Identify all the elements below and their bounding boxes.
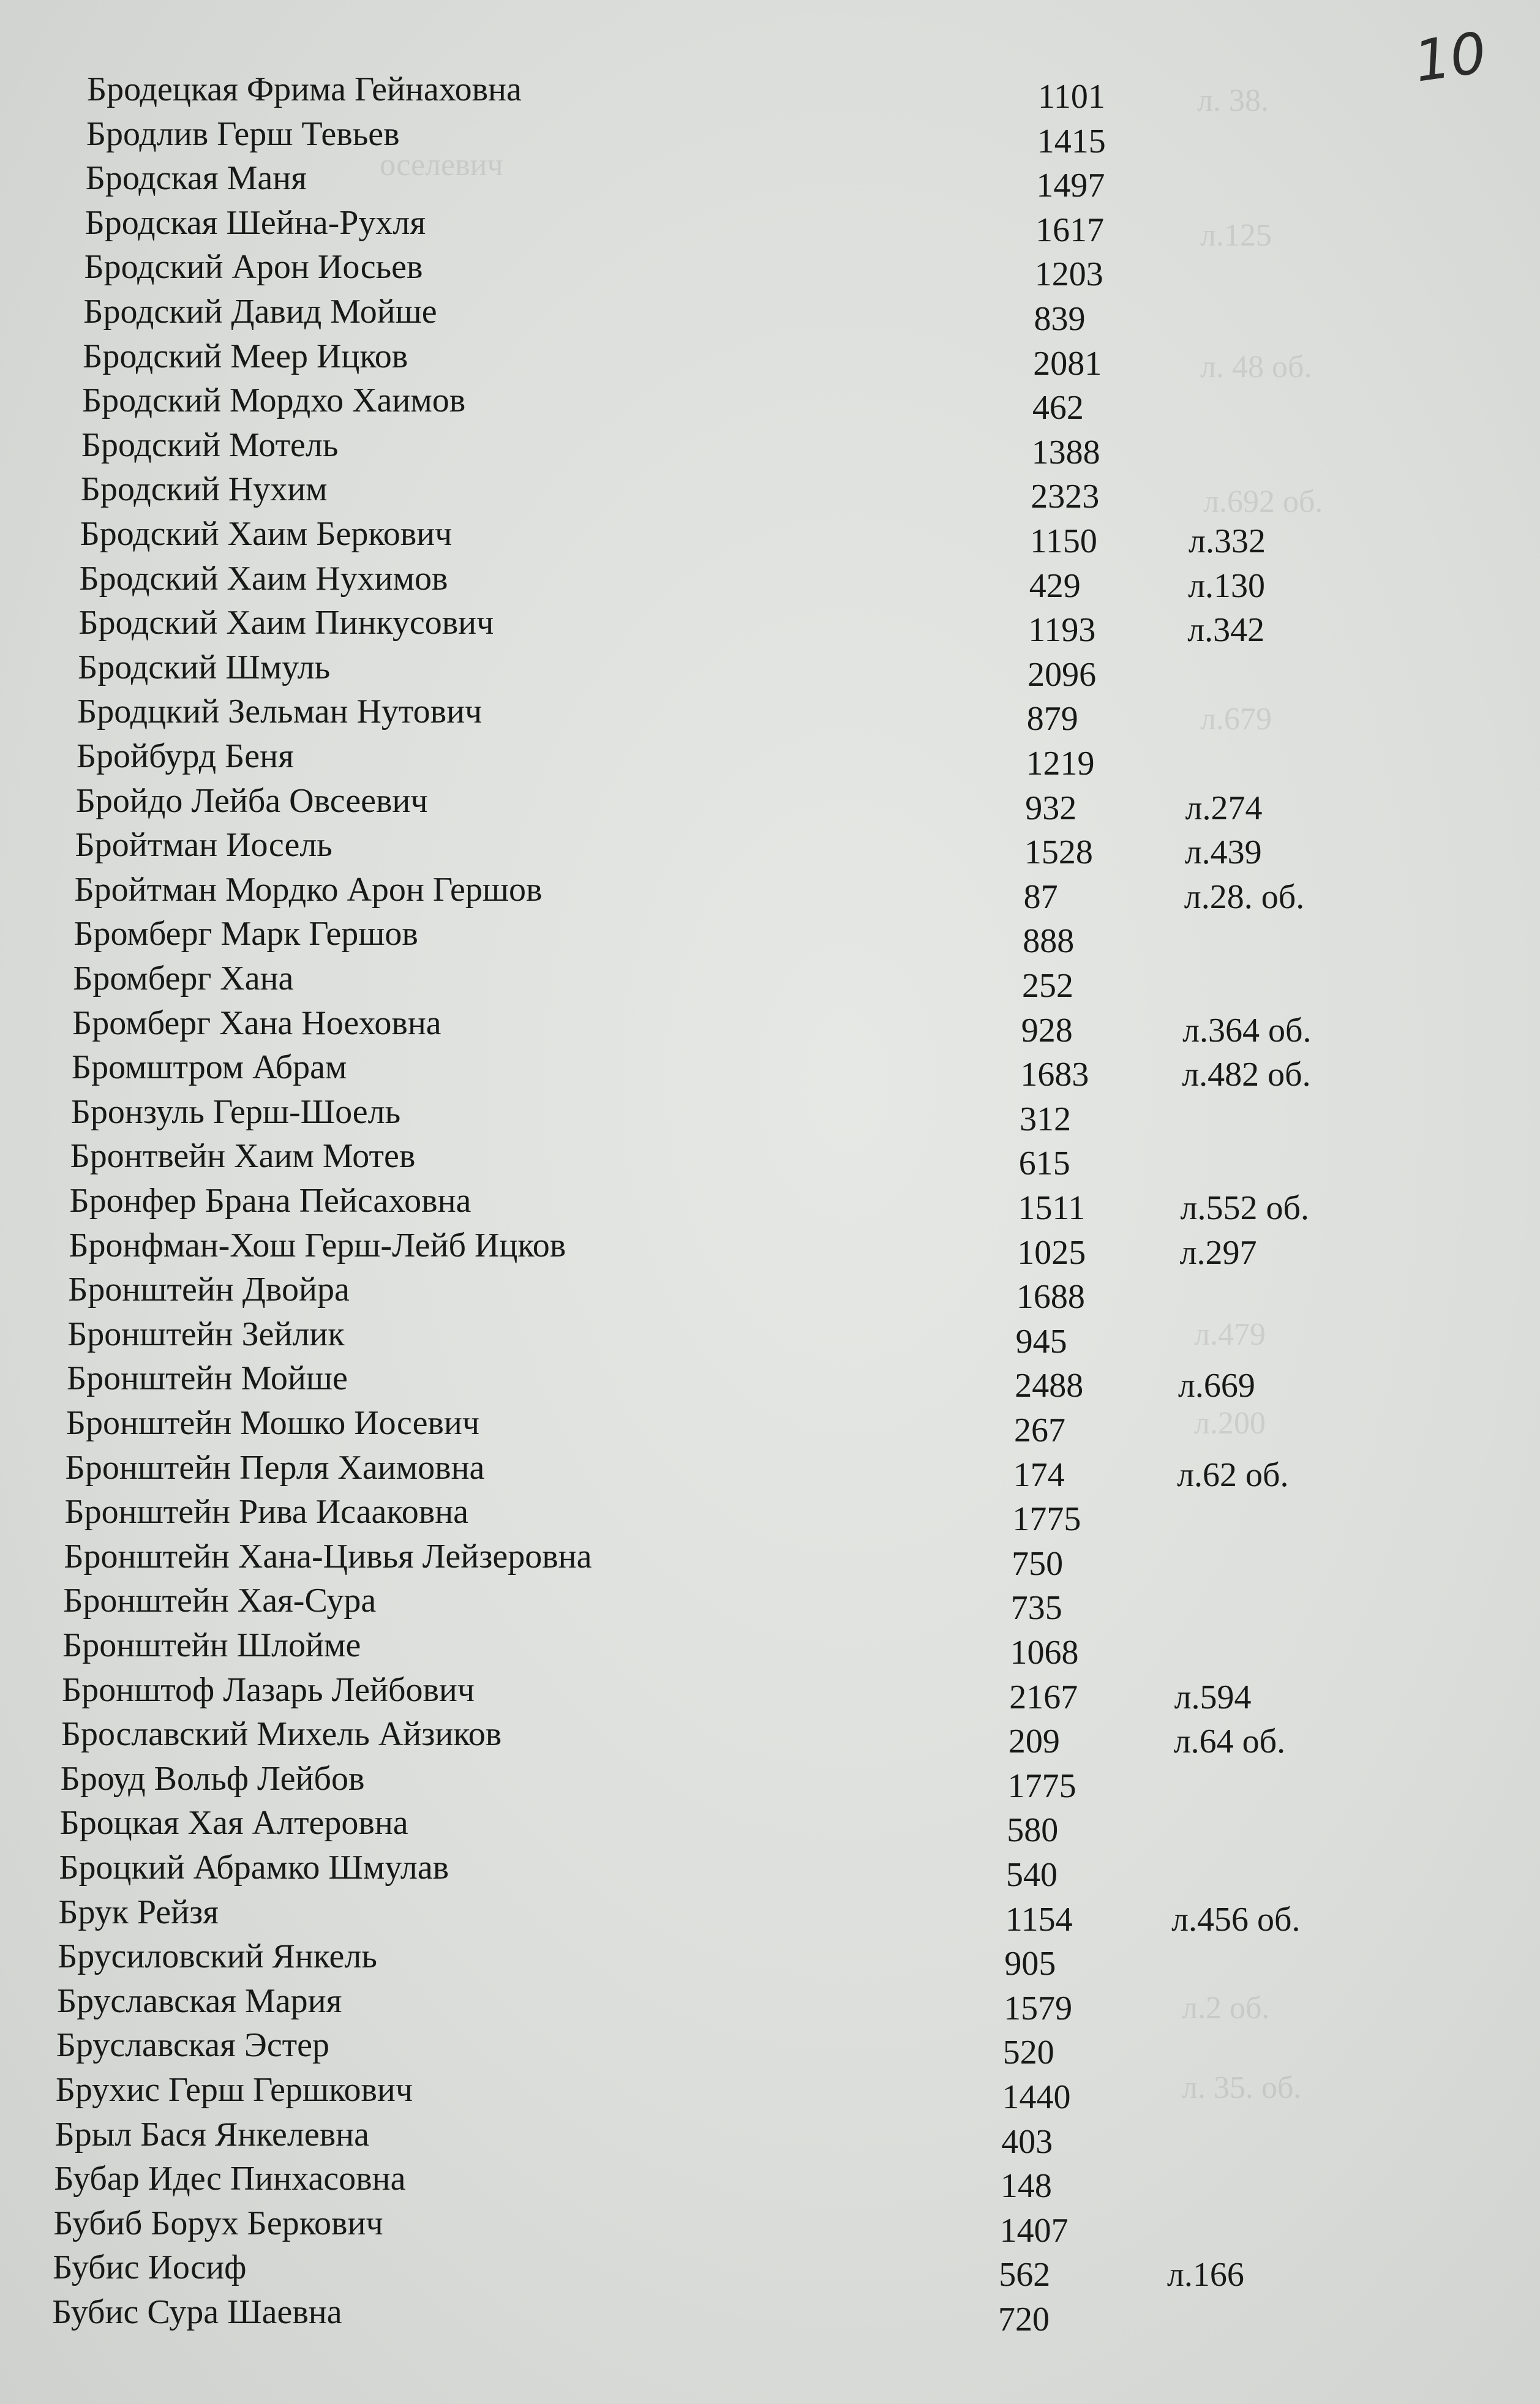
entry-sheet-reference: л.28. об. <box>1184 877 1305 916</box>
index-entry <box>0 245 1540 294</box>
index-entry <box>0 601 1540 650</box>
entry-name: Бромберг Хана Ноеховна <box>72 1004 441 1042</box>
index-entry <box>0 1801 1540 1850</box>
index-entry <box>0 1179 1540 1227</box>
index-entry <box>0 1490 1540 1539</box>
entry-name: Бродцкий Зельман Нутович <box>77 693 483 731</box>
index-entry <box>0 1356 1540 1405</box>
index-entry <box>0 156 1540 205</box>
entry-number: 839 <box>1034 300 1086 338</box>
entry-number: 1497 <box>1036 167 1105 205</box>
index-entry <box>0 201 1540 249</box>
index-entry <box>0 1401 1540 1449</box>
index-entry <box>0 645 1540 694</box>
entry-name: Брук Рейзя <box>58 1893 219 1931</box>
entry-number: 945 <box>1015 1322 1067 1361</box>
entry-number: 562 <box>999 2256 1051 2294</box>
entry-number: 932 <box>1025 789 1077 827</box>
index-entry <box>0 689 1540 738</box>
entry-name: Бройдо Лейба Овсеевич <box>75 781 428 820</box>
entry-number: 720 <box>998 2301 1050 2338</box>
entry-number: 1511 <box>1018 1189 1086 1227</box>
index-entry <box>0 1446 1540 1494</box>
entry-number: 1025 <box>1017 1233 1086 1272</box>
entry-number: 209 <box>1008 1722 1060 1761</box>
entry-number: 2167 <box>1009 1678 1078 1716</box>
entry-name: Бродский Хаим Пинкусович <box>78 604 494 642</box>
entry-number: 1617 <box>1035 211 1105 249</box>
bleed-through-text: л. 35. об. <box>1182 2070 1302 2105</box>
bleed-through-text: л.479 <box>1194 1317 1266 1352</box>
entry-name: Бродский Хаим Беркович <box>80 515 453 553</box>
entry-name: Бродлив Герш Тевьев <box>86 115 400 153</box>
entry-sheet-reference: л.166 <box>1166 2256 1244 2294</box>
entry-name: Бронштейн Шлойме <box>62 1626 361 1664</box>
entry-number: 1388 <box>1031 433 1100 471</box>
index-entry <box>0 423 1540 471</box>
entry-number: 1068 <box>1010 1634 1079 1672</box>
entry-sheet-reference: л.482 об. <box>1182 1056 1311 1094</box>
entry-name: Бродский Арон Иосьев <box>84 248 423 287</box>
index-entry <box>0 467 1540 516</box>
entry-name: Брусиловский Янкель <box>58 1937 377 1976</box>
entry-sheet-reference: л.669 <box>1178 1367 1255 1405</box>
entry-name: Броцкая Хая Алтеровна <box>59 1804 408 1842</box>
entry-number: 520 <box>1002 2034 1054 2072</box>
entry-name: Бронштоф Лазарь Лейбович <box>61 1670 475 1709</box>
entry-name: Бронштейн Перля Хаимовна <box>65 1448 485 1487</box>
index-entry <box>0 112 1540 160</box>
entry-number: 1407 <box>999 2211 1069 2250</box>
entry-number: 1440 <box>1002 2078 1071 2116</box>
index-entry <box>0 2023 1540 2072</box>
entry-sheet-reference: л.552 об. <box>1180 1189 1309 1227</box>
index-entry <box>0 67 1540 116</box>
entry-name: Брыл Бася Янкелевна <box>54 2115 369 2154</box>
entry-name: Бронштейн Зейлик <box>67 1315 345 1353</box>
index-entry <box>0 1668 1540 1716</box>
entry-number: 1775 <box>1012 1500 1081 1539</box>
entry-number: 1579 <box>1004 1989 1073 2027</box>
entry-name: Бубис Сура Шаевна <box>52 2293 342 2331</box>
entry-name: Бронштейн Мошко Иосевич <box>66 1404 479 1442</box>
entry-name: Бронтвейн Хаим Мотев <box>70 1137 416 1176</box>
index-entry <box>0 734 1540 783</box>
entry-sheet-reference: л.332 <box>1189 522 1266 560</box>
index-entry <box>0 290 1540 338</box>
entry-number: 1150 <box>1030 522 1097 560</box>
entry-name: Бронфер Брана Пейсаховна <box>69 1182 471 1220</box>
entry-number: 580 <box>1007 1811 1059 1850</box>
entry-number: 540 <box>1006 1856 1057 1894</box>
entry-name: Бронштейн Мойше <box>66 1359 348 1398</box>
index-entry <box>0 1090 1540 1138</box>
index-entry <box>0 2201 1540 2250</box>
index-entry <box>0 334 1540 383</box>
entry-sheet-reference: л.130 <box>1188 566 1266 605</box>
entry-name: Бромберг Марк Гершов <box>73 915 418 953</box>
entry-name: Брославский Михель Айзиков <box>61 1715 502 1754</box>
bleed-through-text: оселевич <box>380 148 503 182</box>
entry-name: Бронштейн Двойра <box>68 1271 350 1309</box>
entry-number: 2323 <box>1031 478 1100 516</box>
entry-name: Бубиб Борух Беркович <box>53 2204 383 2242</box>
entry-number: 267 <box>1014 1411 1065 1449</box>
bleed-through-text: л. 38. <box>1197 83 1269 118</box>
index-entry <box>0 557 1540 605</box>
index-entry <box>0 912 1540 961</box>
entry-number: 1528 <box>1024 833 1093 872</box>
index-entry <box>0 823 1540 872</box>
entry-number: 2488 <box>1015 1367 1084 1405</box>
index-entry <box>0 1534 1540 1583</box>
entry-name: Бронштейн Хая-Сура <box>63 1582 377 1620</box>
entry-name: Бруславская Мария <box>56 1981 342 2020</box>
entry-sheet-reference: л.342 <box>1187 611 1265 650</box>
index-entry <box>0 1623 1540 1672</box>
entry-number: 87 <box>1023 877 1058 916</box>
entry-name: Броуд Вольф Лейбов <box>60 1759 365 1798</box>
index-entry <box>0 1846 1540 1894</box>
bleed-through-text: л.679 <box>1200 702 1272 737</box>
index-entry <box>0 1757 1540 1805</box>
entry-number: 928 <box>1021 1011 1073 1050</box>
entry-number: 1193 <box>1028 611 1096 650</box>
index-entry <box>0 1979 1540 2027</box>
index-entry <box>0 512 1540 560</box>
entry-sheet-reference: л.439 <box>1184 833 1262 872</box>
index-entry <box>0 1045 1540 1094</box>
index-entry <box>0 1312 1540 1361</box>
entry-number: 1101 <box>1038 78 1105 116</box>
entry-name: Бродский Шмуль <box>78 648 331 686</box>
entry-number: 403 <box>1001 2122 1053 2161</box>
index-entry <box>0 2245 1540 2294</box>
index-entry <box>0 956 1540 1005</box>
entry-number: 1203 <box>1034 255 1103 294</box>
entry-name: Бройбурд Беня <box>76 737 294 775</box>
entry-name: Бромштром Абрам <box>71 1048 347 1087</box>
entry-name: Бронфман-Хош Герш-Лейб Ицков <box>69 1226 566 1264</box>
entry-number: 879 <box>1026 700 1078 738</box>
entry-name: Бронштейн Хана-Цивья Лейзеровна <box>64 1537 592 1576</box>
entry-number: 1683 <box>1020 1056 1089 1094</box>
entry-name: Бруславская Эстер <box>56 2026 329 2065</box>
entry-number: 252 <box>1022 967 1073 1005</box>
entry-number: 148 <box>1000 2167 1052 2206</box>
entry-number: 750 <box>1012 1544 1064 1583</box>
bleed-through-text: л.692 об. <box>1203 484 1323 519</box>
entry-number: 2096 <box>1027 655 1097 694</box>
bleed-through-text: л. 48 об. <box>1200 350 1312 385</box>
entry-name: Бронзуль Герш-Шоель <box>70 1092 401 1131</box>
entry-sheet-reference: л.594 <box>1174 1678 1252 1716</box>
index-entry <box>0 2113 1540 2161</box>
index-entry <box>0 779 1540 827</box>
entry-number: 888 <box>1023 922 1075 961</box>
entry-name: Бродский Мотель <box>81 426 339 464</box>
entry-sheet-reference: л.64 об. <box>1173 1722 1286 1761</box>
entry-name: Бубар Идес Пинхасовна <box>54 2160 406 2198</box>
index-entry <box>0 868 1540 916</box>
entry-name: Бродецкая Фрима Гейнаховна <box>87 70 522 108</box>
index-entry <box>0 2068 1540 2116</box>
entry-number: 2081 <box>1033 344 1102 383</box>
entry-number: 615 <box>1018 1144 1070 1183</box>
entry-name: Бродский Давид Мойше <box>83 293 437 331</box>
entry-number: 1775 <box>1007 1767 1076 1805</box>
entry-number: 174 <box>1013 1456 1065 1494</box>
entry-name: Бродский Нухим <box>80 470 328 509</box>
index-entry <box>0 1134 1540 1183</box>
index-entry <box>0 1268 1540 1317</box>
entry-number: 1415 <box>1037 122 1106 160</box>
entry-number: 735 <box>1010 1589 1062 1628</box>
entry-sheet-reference: л.274 <box>1185 789 1263 827</box>
entry-number: 1688 <box>1016 1278 1085 1317</box>
entry-name: Бромберг Хана <box>73 960 294 997</box>
entry-sheet-reference: л.62 об. <box>1177 1456 1289 1494</box>
index-entry <box>0 1579 1540 1628</box>
entry-name: Броцкий Абрамко Шмулав <box>59 1849 449 1887</box>
entry-name: Бронштейн Рива Исааковна <box>64 1493 469 1531</box>
entry-name: Бройтман Мордко Арон Гершов <box>74 870 543 909</box>
index-entry <box>0 1934 1540 1983</box>
entry-number: 462 <box>1032 389 1084 427</box>
entry-name: Бродский Мордхо Хаимов <box>82 381 466 420</box>
bleed-through-text: л.2 об. <box>1182 1991 1270 2026</box>
entry-name: Бродский Хаим Нухимов <box>79 559 448 598</box>
index-entry <box>0 1712 1540 1761</box>
entry-name: Бройтман Иосель <box>75 826 332 865</box>
bleed-through-text: л.125 <box>1200 218 1272 253</box>
entry-name: Бродская Шейна-Рухля <box>85 203 426 242</box>
entry-sheet-reference: л.456 об. <box>1171 1900 1301 1939</box>
entry-name: Брухис Герш Гершкович <box>55 2071 413 2109</box>
entry-name: Бубис Иосиф <box>53 2248 247 2287</box>
index-entry <box>0 1890 1540 1939</box>
entry-sheet-reference: л.364 об. <box>1182 1011 1312 1050</box>
page-number: 10 <box>1410 20 1490 95</box>
entry-sheet-reference: л.297 <box>1179 1233 1257 1272</box>
index-entry <box>0 2290 1540 2338</box>
entry-number: 429 <box>1029 566 1081 605</box>
entry-name: Бродская Маня <box>85 159 307 198</box>
index-entry <box>0 2157 1540 2206</box>
entry-name: Бродский Меер Ицков <box>83 337 408 375</box>
entry-number: 312 <box>1020 1100 1072 1138</box>
index-entry <box>0 378 1540 427</box>
index-entry <box>0 1223 1540 1272</box>
entry-number: 905 <box>1004 1945 1056 1983</box>
bleed-through-text: л.200 <box>1194 1406 1266 1441</box>
index-entry <box>0 1001 1540 1050</box>
entry-number: 1154 <box>1005 1900 1073 1939</box>
entry-number: 1219 <box>1026 745 1095 783</box>
